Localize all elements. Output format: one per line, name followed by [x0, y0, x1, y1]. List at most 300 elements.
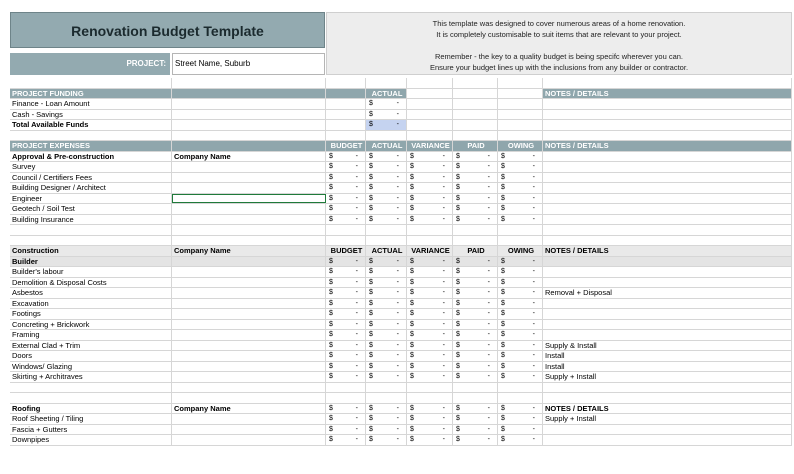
notes-cell[interactable]	[543, 330, 792, 340]
notes-cell[interactable]	[543, 299, 792, 309]
company-name-cell[interactable]	[172, 204, 326, 214]
actual-cell[interactable]	[366, 162, 407, 172]
paid-cell[interactable]	[453, 194, 498, 204]
paid-cell[interactable]	[453, 152, 498, 162]
empty-cell[interactable]	[453, 78, 498, 88]
empty-cell[interactable]	[172, 131, 326, 141]
actual-cell[interactable]	[366, 110, 407, 120]
empty-cell[interactable]	[453, 225, 498, 235]
actual-cell[interactable]	[366, 414, 407, 424]
col-header-variance[interactable]	[407, 246, 453, 256]
budget-cell[interactable]	[326, 351, 366, 361]
actual-cell[interactable]	[366, 215, 407, 225]
currency-symbol: $	[329, 341, 333, 349]
paid-cell[interactable]	[453, 267, 498, 277]
empty-cell[interactable]	[172, 120, 326, 130]
line-item-label[interactable]	[10, 267, 172, 277]
company-name-cell[interactable]	[172, 215, 326, 225]
notes-cell[interactable]	[543, 362, 792, 372]
notes-cell-text: Supply & Install	[545, 340, 597, 350]
budget-cell[interactable]	[326, 204, 366, 214]
variance-cell[interactable]	[407, 152, 453, 162]
variance-cell[interactable]	[407, 309, 453, 319]
budget-cell[interactable]	[326, 215, 366, 225]
line-item-label[interactable]	[10, 278, 172, 288]
variance-cell[interactable]	[407, 257, 453, 267]
empty-cell[interactable]	[326, 78, 366, 88]
actual-cell[interactable]	[366, 173, 407, 183]
empty-cell[interactable]	[366, 225, 407, 235]
line-item-label[interactable]	[10, 341, 172, 351]
variance-cell[interactable]	[407, 278, 453, 288]
empty-cell[interactable]	[366, 78, 407, 88]
empty-cell[interactable]	[172, 141, 326, 151]
variance-cell[interactable]	[407, 414, 453, 424]
company-name-cell[interactable]	[172, 414, 326, 424]
amount-value: -	[396, 299, 399, 307]
line-item-label[interactable]	[10, 425, 172, 435]
actual-cell[interactable]	[366, 372, 407, 382]
empty-cell[interactable]	[326, 110, 366, 120]
owing-cell[interactable]	[498, 173, 543, 183]
empty-cell[interactable]	[10, 131, 172, 141]
actual-cell[interactable]	[366, 288, 407, 298]
paid-cell[interactable]	[453, 204, 498, 214]
line-item-label[interactable]	[10, 162, 172, 172]
line-item-label[interactable]	[10, 362, 172, 372]
owing-cell[interactable]	[498, 183, 543, 193]
variance-cell[interactable]	[407, 267, 453, 277]
section-heading[interactable]	[10, 141, 172, 151]
total-funds-label[interactable]	[10, 120, 172, 130]
empty-cell[interactable]	[172, 110, 326, 120]
company-name-cell[interactable]	[172, 309, 326, 319]
empty-cell[interactable]	[172, 236, 326, 246]
empty-cell[interactable]	[453, 393, 498, 403]
section-heading[interactable]	[10, 246, 172, 256]
budget-cell[interactable]	[326, 267, 366, 277]
amount-value: -	[532, 436, 535, 443]
line-item-label[interactable]	[10, 257, 172, 267]
company-name-cell[interactable]	[172, 267, 326, 277]
paid-cell[interactable]	[453, 299, 498, 309]
variance-cell[interactable]	[407, 330, 453, 340]
company-name-cell[interactable]	[172, 194, 326, 204]
variance-cell[interactable]	[407, 162, 453, 172]
budget-cell[interactable]	[326, 414, 366, 424]
owing-cell[interactable]	[498, 194, 543, 204]
empty-cell[interactable]	[407, 393, 453, 403]
line-item-label[interactable]	[10, 183, 172, 193]
paid-cell[interactable]	[453, 320, 498, 330]
actual-cell[interactable]	[366, 267, 407, 277]
col-header-owing[interactable]	[498, 141, 543, 151]
currency-symbol: $	[501, 341, 505, 349]
currency-symbol: $	[329, 152, 333, 160]
owing-cell[interactable]	[498, 435, 543, 445]
notes-cell[interactable]	[543, 425, 792, 435]
table-row	[10, 404, 792, 415]
notes-cell[interactable]	[543, 278, 792, 288]
actual-cell[interactable]	[366, 309, 407, 319]
paid-cell[interactable]	[453, 183, 498, 193]
owing-cell[interactable]	[498, 341, 543, 351]
budget-cell[interactable]	[326, 173, 366, 183]
budget-cell[interactable]	[326, 194, 366, 204]
empty-cell[interactable]	[172, 89, 326, 99]
funding-label[interactable]	[10, 110, 172, 120]
empty-cell[interactable]	[10, 383, 172, 393]
col-header-paid[interactable]	[453, 141, 498, 151]
company-name-cell[interactable]	[172, 162, 326, 172]
empty-cell[interactable]	[10, 236, 172, 246]
company-name-cell[interactable]	[172, 320, 326, 330]
empty-cell[interactable]	[543, 383, 792, 393]
owing-cell[interactable]	[498, 351, 543, 361]
variance-cell[interactable]	[407, 215, 453, 225]
currency-symbol: $	[410, 289, 414, 296]
company-name-cell[interactable]	[172, 278, 326, 288]
budget-cell[interactable]	[326, 278, 366, 288]
variance-cell[interactable]	[407, 320, 453, 330]
paid-cell[interactable]	[453, 435, 498, 445]
notes-cell[interactable]	[543, 204, 792, 214]
paid-cell[interactable]	[453, 351, 498, 361]
empty-cell[interactable]	[453, 383, 498, 393]
total-actual-cell[interactable]	[366, 120, 407, 130]
line-item-label[interactable]	[10, 351, 172, 361]
budget-cell[interactable]	[326, 162, 366, 172]
actual-cell[interactable]	[366, 330, 407, 340]
notes-cell[interactable]	[543, 351, 792, 361]
empty-cell[interactable]	[543, 99, 792, 109]
empty-cell[interactable]	[10, 393, 172, 403]
line-item-label[interactable]	[10, 309, 172, 319]
empty-cell[interactable]	[453, 131, 498, 141]
actual-cell[interactable]	[366, 362, 407, 372]
variance-cell[interactable]	[407, 183, 453, 193]
paid-cell[interactable]	[453, 173, 498, 183]
company-name-cell[interactable]	[172, 372, 326, 382]
budget-cell[interactable]	[326, 341, 366, 351]
col-header-actual[interactable]	[366, 246, 407, 256]
budget-cell[interactable]	[326, 362, 366, 372]
company-name-cell[interactable]	[172, 425, 326, 435]
company-name-cell[interactable]	[172, 341, 326, 351]
col-header-notes[interactable]	[543, 89, 792, 99]
company-name-cell[interactable]	[172, 299, 326, 309]
variance-cell[interactable]	[407, 204, 453, 214]
budget-cell[interactable]	[326, 435, 366, 445]
notes-cell[interactable]	[543, 288, 792, 298]
variance-cell[interactable]	[407, 351, 453, 361]
empty-cell[interactable]	[453, 110, 498, 120]
actual-cell[interactable]	[366, 404, 407, 414]
variance-cell[interactable]	[407, 288, 453, 298]
line-item-label[interactable]	[10, 152, 172, 162]
company-name-header[interactable]	[172, 246, 326, 256]
empty-cell[interactable]	[407, 131, 453, 141]
variance-cell[interactable]	[407, 425, 453, 435]
owing-cell[interactable]	[498, 215, 543, 225]
notes-cell[interactable]	[543, 341, 792, 351]
budget-cell[interactable]	[326, 183, 366, 193]
notes-cell[interactable]	[543, 215, 792, 225]
budget-cell[interactable]	[326, 257, 366, 267]
owing-cell[interactable]	[498, 257, 543, 267]
empty-cell[interactable]	[498, 131, 543, 141]
notes-cell[interactable]	[543, 183, 792, 193]
budget-cell[interactable]	[326, 330, 366, 340]
owing-cell[interactable]	[498, 162, 543, 172]
empty-cell[interactable]	[543, 236, 792, 246]
empty-cell[interactable]	[10, 78, 172, 88]
budget-cell[interactable]	[326, 404, 366, 414]
owing-cell[interactable]	[498, 204, 543, 214]
actual-cell[interactable]	[366, 341, 407, 351]
empty-cell[interactable]	[407, 89, 453, 99]
variance-cell[interactable]	[407, 435, 453, 445]
actual-cell[interactable]	[366, 425, 407, 435]
owing-cell[interactable]	[498, 152, 543, 162]
notes-cell[interactable]	[543, 372, 792, 382]
actual-cell[interactable]	[366, 299, 407, 309]
empty-cell[interactable]	[498, 99, 543, 109]
notes-cell[interactable]	[543, 435, 792, 445]
funding-heading[interactable]	[10, 89, 172, 99]
empty-cell[interactable]	[453, 89, 498, 99]
col-header-budget[interactable]	[326, 246, 366, 256]
owing-cell[interactable]	[498, 320, 543, 330]
empty-cell[interactable]	[326, 131, 366, 141]
line-item-label[interactable]	[10, 414, 172, 424]
owing-cell[interactable]	[498, 425, 543, 435]
empty-cell[interactable]	[326, 383, 366, 393]
empty-cell[interactable]	[498, 225, 543, 235]
empty-cell[interactable]	[498, 120, 543, 130]
budget-cell[interactable]	[326, 299, 366, 309]
actual-cell[interactable]	[366, 194, 407, 204]
empty-cell[interactable]	[543, 78, 792, 88]
project-label-cell[interactable]	[10, 53, 170, 75]
owing-cell[interactable]	[498, 330, 543, 340]
table-row	[10, 351, 792, 362]
owing-cell[interactable]	[498, 404, 543, 414]
empty-cell[interactable]	[172, 383, 326, 393]
actual-cell[interactable]	[366, 99, 407, 109]
paid-cell[interactable]	[453, 404, 498, 414]
empty-cell[interactable]	[498, 89, 543, 99]
empty-cell[interactable]	[543, 225, 792, 235]
empty-cell[interactable]	[453, 99, 498, 109]
notes-cell[interactable]	[543, 267, 792, 277]
actual-cell[interactable]	[366, 435, 407, 445]
empty-cell[interactable]	[326, 393, 366, 403]
empty-cell[interactable]	[172, 393, 326, 403]
col-header-notes[interactable]	[543, 141, 792, 151]
company-name-cell[interactable]	[172, 330, 326, 340]
paid-cell[interactable]	[453, 341, 498, 351]
line-item-label[interactable]	[10, 372, 172, 382]
notes-cell[interactable]	[543, 152, 792, 162]
notes-cell[interactable]	[543, 257, 792, 267]
empty-cell[interactable]	[172, 99, 326, 109]
empty-cell[interactable]	[543, 110, 792, 120]
currency-symbol: $	[456, 320, 460, 328]
paid-cell[interactable]	[453, 215, 498, 225]
budget-cell[interactable]	[326, 288, 366, 298]
amount-value: -	[355, 331, 358, 338]
empty-cell[interactable]	[172, 78, 326, 88]
paid-cell[interactable]	[453, 309, 498, 319]
variance-cell[interactable]	[407, 299, 453, 309]
owing-cell[interactable]	[498, 414, 543, 424]
col-header-actual[interactable]	[366, 141, 407, 151]
empty-cell[interactable]	[326, 225, 366, 235]
col-header-paid[interactable]	[453, 246, 498, 256]
owing-cell[interactable]	[498, 267, 543, 277]
line-item-label[interactable]	[10, 404, 172, 414]
empty-cell[interactable]	[366, 236, 407, 246]
amount-value: -	[442, 194, 445, 202]
notes-cell[interactable]	[543, 309, 792, 319]
empty-cell[interactable]	[407, 236, 453, 246]
col-header-actual[interactable]	[366, 89, 407, 99]
actual-cell[interactable]	[366, 152, 407, 162]
actual-cell[interactable]	[366, 257, 407, 267]
actual-cell[interactable]	[366, 183, 407, 193]
owing-cell[interactable]	[498, 362, 543, 372]
empty-cell[interactable]	[407, 383, 453, 393]
empty-cell[interactable]	[366, 131, 407, 141]
empty-cell[interactable]	[326, 99, 366, 109]
company-name-cell[interactable]	[172, 351, 326, 361]
variance-cell[interactable]	[407, 173, 453, 183]
empty-cell[interactable]	[407, 99, 453, 109]
paid-cell[interactable]	[453, 414, 498, 424]
empty-cell[interactable]	[498, 383, 543, 393]
owing-cell[interactable]	[498, 372, 543, 382]
empty-cell[interactable]	[172, 225, 326, 235]
paid-cell[interactable]	[453, 425, 498, 435]
variance-cell[interactable]	[407, 194, 453, 204]
amount-value: -	[442, 310, 445, 317]
col-header-budget[interactable]	[326, 141, 366, 151]
notes-cell[interactable]	[543, 194, 792, 204]
company-name-cell[interactable]	[172, 152, 326, 162]
line-item-label[interactable]	[10, 288, 172, 298]
line-item-label[interactable]	[10, 330, 172, 340]
col-header-variance[interactable]	[407, 141, 453, 151]
notes-cell[interactable]	[543, 414, 792, 424]
actual-cell[interactable]	[366, 204, 407, 214]
line-item-label[interactable]	[10, 204, 172, 214]
budget-cell[interactable]	[326, 152, 366, 162]
notes-cell[interactable]	[543, 162, 792, 172]
company-name-cell[interactable]	[172, 173, 326, 183]
notes-cell[interactable]	[543, 404, 792, 414]
description-cell[interactable]	[326, 12, 792, 75]
actual-cell[interactable]	[366, 351, 407, 361]
line-item-label[interactable]	[10, 320, 172, 330]
empty-cell[interactable]	[326, 236, 366, 246]
actual-cell[interactable]	[366, 278, 407, 288]
paid-cell[interactable]	[453, 288, 498, 298]
variance-cell[interactable]	[407, 404, 453, 414]
empty-cell[interactable]	[407, 225, 453, 235]
paid-cell[interactable]	[453, 278, 498, 288]
funding-label[interactable]	[10, 99, 172, 109]
paid-cell[interactable]	[453, 330, 498, 340]
owing-cell[interactable]	[498, 299, 543, 309]
empty-cell[interactable]	[498, 78, 543, 88]
empty-cell[interactable]	[498, 393, 543, 403]
company-name-cell[interactable]	[172, 435, 326, 445]
budget-cell[interactable]	[326, 309, 366, 319]
col-header-owing[interactable]	[498, 246, 543, 256]
empty-cell[interactable]	[543, 131, 792, 141]
empty-cell[interactable]	[326, 120, 366, 130]
line-item-label[interactable]	[10, 194, 172, 204]
paid-cell[interactable]	[453, 257, 498, 267]
owing-cell[interactable]	[498, 288, 543, 298]
empty-cell[interactable]	[498, 110, 543, 120]
company-name-cell[interactable]	[172, 183, 326, 193]
paid-cell[interactable]	[453, 362, 498, 372]
amount-value: -	[532, 310, 535, 317]
notes-cell[interactable]	[543, 320, 792, 330]
col-header-notes[interactable]	[543, 246, 792, 256]
actual-cell[interactable]	[366, 320, 407, 330]
company-name-cell[interactable]	[172, 288, 326, 298]
company-name-cell[interactable]	[172, 257, 326, 267]
budget-cell[interactable]	[326, 425, 366, 435]
empty-cell[interactable]	[543, 393, 792, 403]
variance-cell[interactable]	[407, 362, 453, 372]
empty-cell[interactable]	[326, 89, 366, 99]
line-item-label[interactable]	[10, 299, 172, 309]
variance-cell[interactable]	[407, 372, 453, 382]
funding-label-text: Finance - Loan Amount	[12, 99, 90, 108]
line-item-label[interactable]	[10, 435, 172, 445]
empty-cell[interactable]	[498, 236, 543, 246]
empty-cell[interactable]	[543, 120, 792, 130]
currency-symbol: $	[369, 341, 373, 349]
empty-cell[interactable]	[407, 120, 453, 130]
empty-cell[interactable]	[407, 78, 453, 88]
company-name-cell[interactable]	[172, 404, 326, 414]
budget-cell[interactable]	[326, 372, 366, 382]
owing-cell[interactable]	[498, 309, 543, 319]
empty-cell[interactable]	[366, 393, 407, 403]
line-item-label[interactable]	[10, 215, 172, 225]
notes-cell[interactable]	[543, 173, 792, 183]
budget-cell[interactable]	[326, 320, 366, 330]
project-name-cell[interactable]	[172, 53, 325, 75]
paid-cell[interactable]	[453, 372, 498, 382]
title-cell[interactable]	[10, 12, 325, 48]
empty-cell[interactable]	[366, 383, 407, 393]
empty-cell[interactable]	[453, 236, 498, 246]
paid-cell[interactable]	[453, 162, 498, 172]
empty-cell[interactable]	[10, 225, 172, 235]
variance-cell[interactable]	[407, 341, 453, 351]
company-name-cell[interactable]	[172, 362, 326, 372]
line-item-label[interactable]	[10, 173, 172, 183]
empty-cell[interactable]	[407, 110, 453, 120]
owing-cell[interactable]	[498, 278, 543, 288]
empty-cell[interactable]	[453, 120, 498, 130]
